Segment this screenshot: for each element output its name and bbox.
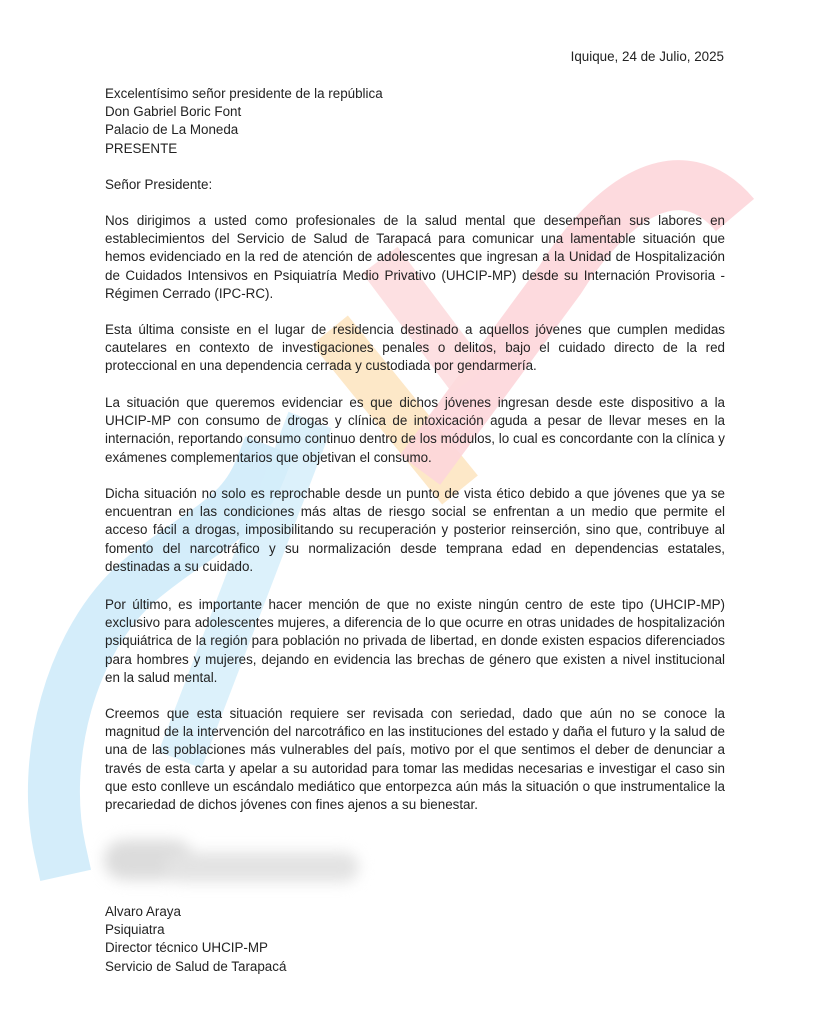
signer-position: Director técnico UHCIP-MP bbox=[105, 940, 268, 956]
salutation: Señor Presidente: bbox=[105, 177, 213, 192]
paragraph: Creemos que esta situación requiere ser revisada con seriedad, dado que aún no se conoce la magnitud de la intervención del narcotráfico en las instituciones del estado y daña el futuro y la salud de una de las poblaciones más vulnerables del país, motivo por el que sentimos el deber de denunciar a través de esta carta y apelar a su autoridad para tomar las medidas necesarias e investigar el caso sin que esto conlleve un escándalo mediático que entorpezca aún más la situación o que instrumentalice la precariedad de dichos jóvenes con fines ajenos a su bienestar. bbox=[105, 706, 725, 813]
recipient-line: PRESENTE bbox=[105, 140, 178, 156]
recipient-line: Palacio de La Moneda bbox=[105, 122, 239, 138]
signer-title: Psiquiatra bbox=[105, 922, 165, 938]
recipient-line: Excelentísimo señor presidente de la república bbox=[105, 86, 383, 101]
paragraph: Por último, es importante hacer mención de que no existe ningún centro de este tipo (UHCIP-MP) exclusivo para adolescentes mujeres, a diferencia de lo que ocurre en otras unidades de hospitalización psiquiátrica de la región para población no privada de libertad, en donde existen espacios diferenciados para hombres y mujeres, dejando en evidencia las brechas de género que existen a nivel institucional en la salud mental. bbox=[105, 597, 725, 685]
paragraph: Nos dirigimos a usted como profesionales de la salud mental que desempeñan sus labores en establecimientos del Servicio de Salud de Tarapacá para comunicar una lamentable situación que hemos evidenciado en la red de atención de adolescentes que ingresan a la Unidad de Hospitalización de Cuidados Intensivos en Psiquiatría Medio Privativo (UHCIP-MP) desde su Internación Provisoria - Régimen Cerrado (IPC-RC). bbox=[105, 213, 725, 301]
blurred-signature bbox=[104, 830, 364, 884]
signer-organization: Servicio de Salud de Tarapacá bbox=[105, 958, 287, 974]
signer-name: Alvaro Araya bbox=[105, 904, 181, 919]
recipient-line: Don Gabriel Boric Font bbox=[105, 104, 242, 120]
recipient-block bbox=[105, 85, 725, 158]
paragraph: La situación que queremos evidenciar es que dichos jóvenes ingresan desde este dispositivo a la UHCIP-MP con consumo de drogas y clínica de intoxicación aguda a pesar de llevar meses en la internación, reportando consumo continuo dentro de los módulos, lo cual es concordante con la clínica y exámenes complementarios que objetivan el consumo. bbox=[105, 395, 725, 465]
paragraph: Dicha situación no solo es reprochable desde un punto de vista ético debido a que jóvenes que ya se encuentran en las condiciones más altas de riesgo social se enfrentan a un medio que permite el acceso fácil a drogas, imposibilitando su recuperación y posterior reinserción, sino que, contribuye al fomento del narcotráfico y su normalización desde temprana edad en dependencias estatales, destinadas a su cuidado. bbox=[105, 486, 725, 574]
paragraph: Esta última consiste en el lugar de residencia destinado a aquellos jóvenes que cumplen medidas cautelares en contexto de investigaciones penales o delitos, bajo el cuidado directo de la red proteccional en una dependencia cerrada y custodiada por gendarmería. bbox=[105, 322, 725, 374]
date-line: Iquique, 24 de Julio, 2025 bbox=[570, 49, 724, 64]
signer-block bbox=[105, 903, 725, 976]
